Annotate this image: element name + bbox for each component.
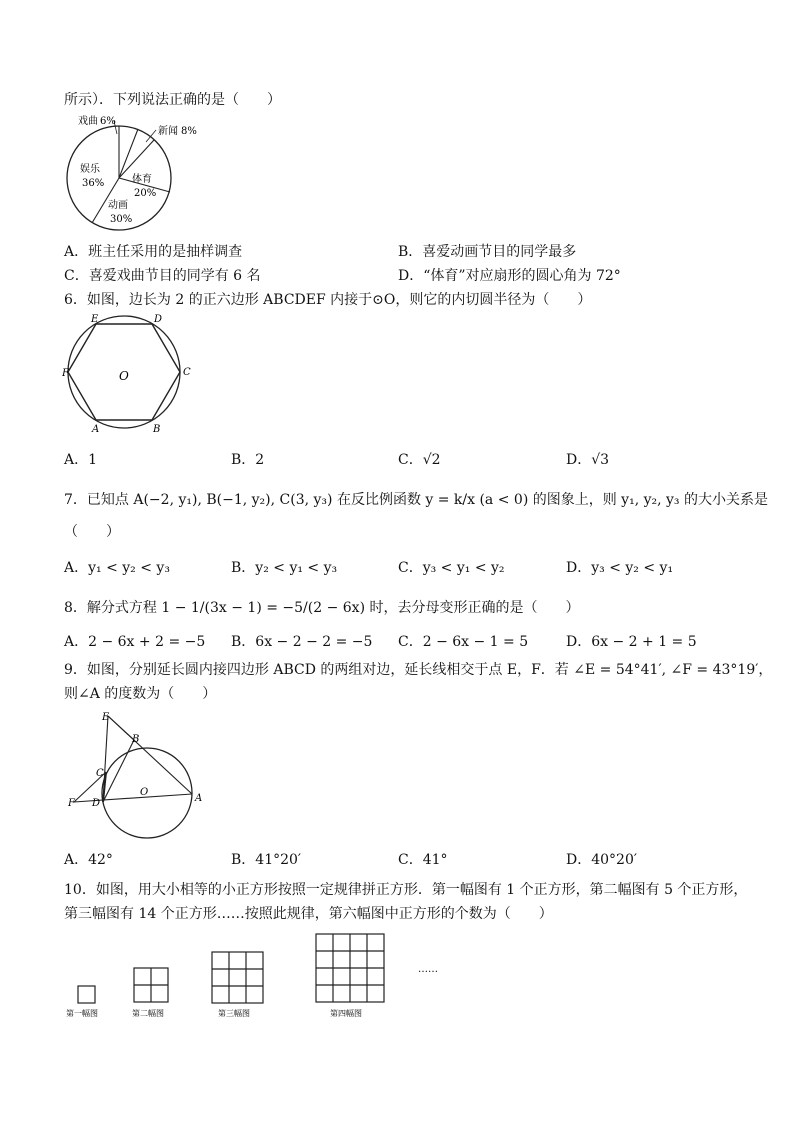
q5-option-d[interactable]: D．“体育”对应扇形的圆心角为 72°	[398, 268, 621, 284]
pie-pct-donghua: 30%	[110, 214, 133, 225]
q9-label-c: C	[96, 768, 104, 779]
q9-stem: 9．如图，分别延长圆内接四边形 ABCD 的两组对边，延长线相交于点 E，F．若 ∠E = 54°41′, ∠F = 43°19′，	[64, 662, 773, 678]
q8-option-b[interactable]: B．6x − 2 − 2 = −5	[231, 634, 373, 650]
pie-pct-yule: 36%	[82, 178, 105, 189]
q5-option-b[interactable]: B．喜爱动画节目的同学最多	[398, 244, 577, 260]
pie-pct-xinwen: 8%	[181, 126, 197, 137]
q10-caption-1: 第一幅图	[66, 1009, 98, 1018]
q9-label-b: B	[132, 734, 140, 745]
q8-option-c[interactable]: C．2 − 6x − 1 = 5	[398, 634, 529, 650]
hex-label-a: A	[92, 424, 100, 435]
q6-option-a[interactable]: A．1	[64, 452, 98, 468]
q6-stem: 6．如图，边长为 2 的正六边形 ABCDEF 内接于⊙O，则它的内切圆半径为（ ）	[64, 292, 592, 308]
hex-label-d: D	[154, 314, 163, 325]
q7-stem: 7．已知点 A(−2, y₁), B(−1, y₂), C(3, y₃) 在反比例函数 y = k/x (a < 0) 的图象上，则 y₁, y₂, y₃ 的大小关系是	[64, 492, 768, 508]
q9-label-o: O	[140, 787, 149, 798]
pie-label-donghua: 动画	[108, 200, 128, 211]
q6-hexagon-figure	[62, 314, 202, 436]
q9-stem-line2: 则∠A 的度数为（ ）	[64, 686, 217, 702]
q9-label-f: F	[68, 798, 75, 809]
q6-option-d[interactable]: D．√3	[566, 452, 610, 468]
hex-label-c: C	[183, 367, 191, 378]
hex-label-e: E	[91, 314, 99, 325]
q9-label-a: A	[195, 793, 203, 804]
pie-pct-tiyu: 20%	[134, 188, 157, 199]
q6-option-b[interactable]: B．2	[231, 452, 265, 468]
pie-label-tiyu: 体育	[132, 174, 152, 185]
q9-option-c[interactable]: C．41°	[398, 852, 448, 868]
q9-option-a[interactable]: A．42°	[64, 852, 113, 868]
pie-label-xiqu: 戏曲	[78, 116, 98, 127]
q5-pie-chart	[64, 112, 214, 234]
q10-caption-4: 第四幅图	[330, 1009, 362, 1018]
q8-stem: 8．解分式方程 1 − 1/(3x − 1) = −5/(2 − 6x) 时，去分母变形正确的是（ ）	[64, 600, 580, 616]
q10-stem-line2: 第三幅图有 14 个正方形……按照此规律，第六幅图中正方形的个数为（ ）	[64, 906, 553, 922]
q10-caption-2: 第二幅图	[132, 1009, 164, 1018]
pie-label-yule: 娱乐	[80, 164, 100, 175]
pie-pct-xiqu: 6%	[100, 116, 116, 127]
q10-caption-3: 第三幅图	[218, 1009, 250, 1018]
q9-option-d[interactable]: D．40°20′	[566, 852, 638, 868]
q7-option-b[interactable]: B．y₂ < y₁ < y₃	[231, 560, 338, 576]
q7-option-a[interactable]: A．y₁ < y₂ < y₃	[64, 560, 170, 576]
q10-ellipsis: ……	[418, 964, 438, 975]
q5-stem-tail: 所示）．下列说法正确的是（ ）	[64, 92, 281, 108]
q7-option-d[interactable]: D．y₃ < y₂ < y₁	[566, 560, 674, 576]
q6-option-c[interactable]: C．√2	[398, 452, 441, 468]
q8-option-a[interactable]: A．2 − 6x + 2 = −5	[64, 634, 206, 650]
hex-label-o: O	[119, 369, 129, 383]
hex-label-f: F	[62, 368, 69, 379]
q9-option-b[interactable]: B．41°20′	[231, 852, 302, 868]
q7-option-c[interactable]: C．y₃ < y₁ < y₂	[398, 560, 505, 576]
q5-option-a[interactable]: A．班主任采用的是抽样调查	[64, 244, 243, 260]
q8-option-d[interactable]: D．6x − 2 + 1 = 5	[566, 634, 697, 650]
q10-stem: 10．如图，用大小相等的小正方形按照一定规律拼正方形．第一幅图有 1 个正方形，第二幅图有 5 个正方形，	[64, 882, 748, 898]
pie-label-xinwen: 新闻	[158, 126, 178, 137]
q9-label-d: D	[92, 798, 101, 809]
q5-option-c[interactable]: C．喜爱戏曲节目的同学有 6 名	[64, 268, 261, 284]
hex-label-b: B	[153, 424, 161, 435]
q9-circle-figure	[64, 710, 214, 840]
q10-squares-figure	[62, 930, 452, 1022]
q9-label-e: E	[102, 712, 110, 723]
q7-stem-line2: （ ）	[64, 524, 120, 540]
